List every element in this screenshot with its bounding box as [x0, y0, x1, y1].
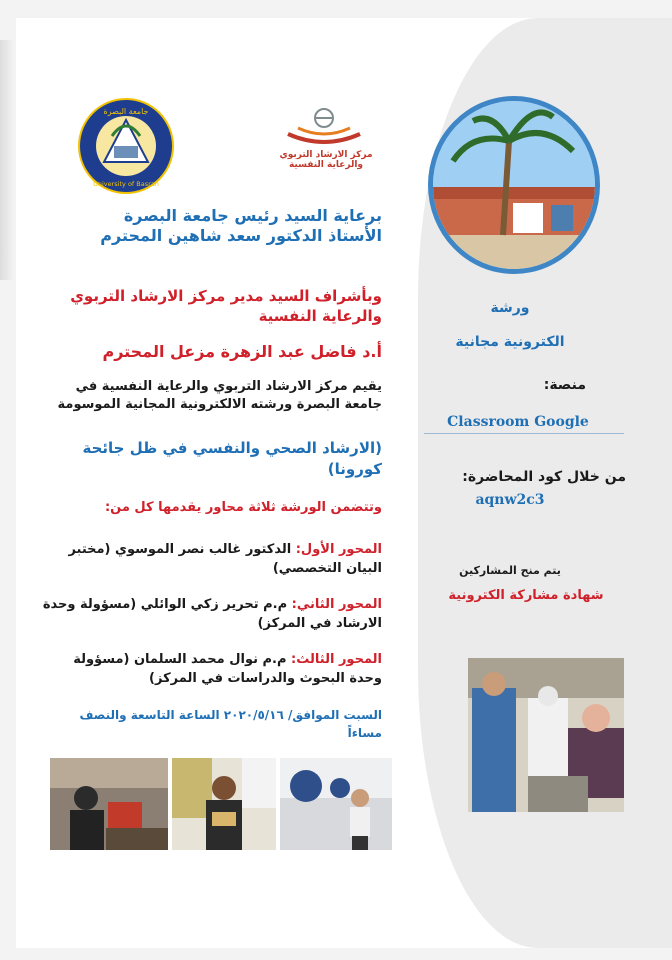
- workshop-title-line2: كورونا): [327, 460, 382, 478]
- side-certificate-note: يتم منح المشاركين: [459, 564, 561, 577]
- patron-line2: الأستاذ الدكتور سعد شاهين المحترم: [100, 226, 382, 245]
- axis-text: الدكتور غالب نصر الموسوي (مختبر البيان التخصصي): [68, 542, 382, 576]
- axis-label: المحور الثاني:: [291, 597, 382, 612]
- axis-item: [42, 540, 382, 578]
- university-logo: [76, 96, 176, 196]
- side-code: aqnw2c3: [475, 492, 545, 508]
- side-certificate: شهادة مشاركة الكترونية: [448, 588, 604, 603]
- axis-item: [42, 595, 382, 633]
- intro-block: [42, 378, 382, 414]
- supervision-block: [52, 286, 382, 326]
- svg-text:University of Basrah: University of Basrah: [93, 180, 159, 188]
- date-line2: مساءاً: [347, 726, 382, 740]
- patron-line1: برعاية السيد رئيس جامعة البصرة: [123, 206, 382, 225]
- supervisor-name: أ.د فاضل عبد الزهرة مزعل المحترم: [102, 342, 382, 361]
- supervision-line2: والرعاية النفسية: [258, 307, 382, 325]
- date-line1: السبت الموافق/ ٢٠٢٠/٥/١٦ الساعة التاسعة والنصف: [79, 708, 382, 722]
- side-platform-name: Classroom Google: [447, 414, 589, 430]
- workshop-title: [52, 438, 382, 480]
- speaker-photo: [172, 758, 276, 850]
- workshop-title-line1: (الارشاد الصحي والنفسي في ظل جائحة: [82, 439, 382, 457]
- page-edge-shadow: [0, 40, 14, 280]
- side-platform-label: منصة:: [543, 377, 586, 393]
- speaker-photo: [280, 758, 392, 850]
- divider: [424, 433, 624, 434]
- intro-line2: جامعة البصرة ورشته الالكترونية المجانية الموسومة: [57, 397, 382, 412]
- center-name: مركز الارشاد التربوي والرعاية النفسية: [279, 150, 373, 170]
- axis-item: [42, 650, 382, 688]
- speaker-photo: [50, 758, 168, 850]
- axis-label: المحور الأول:: [295, 542, 382, 557]
- side-code-label: من خلال كود المحاضرة:: [462, 469, 626, 485]
- side-workshop: ورشة: [490, 300, 530, 316]
- date-block: [42, 706, 382, 742]
- clinic-photo: [468, 658, 624, 812]
- axis-text: م.م نوال محمد السلمان (مسؤولة وحدة البحوث والدراسات في المركز): [73, 652, 382, 686]
- axis-label: المحور الثالث:: [291, 652, 382, 667]
- supervision-line1: وبأشراف السيد مدير مركز الارشاد التربوي: [70, 287, 382, 305]
- axes-intro: وتتضمن الورشة ثلاثة محاور يقدمها كل من:: [104, 500, 382, 515]
- svg-text:جامعة البصرة: جامعة البصرة: [103, 107, 149, 116]
- intro-line1: يقيم مركز الارشاد التربوي والرعاية النفسية في: [75, 379, 382, 394]
- patron-block: [52, 206, 382, 246]
- side-free-online: الكترونية مجانية: [455, 334, 565, 350]
- axis-text: م.م تحرير زكي الوائلي (مسؤولة وحدة الارشاد في المركز): [42, 597, 382, 631]
- campus-photo: [428, 96, 600, 274]
